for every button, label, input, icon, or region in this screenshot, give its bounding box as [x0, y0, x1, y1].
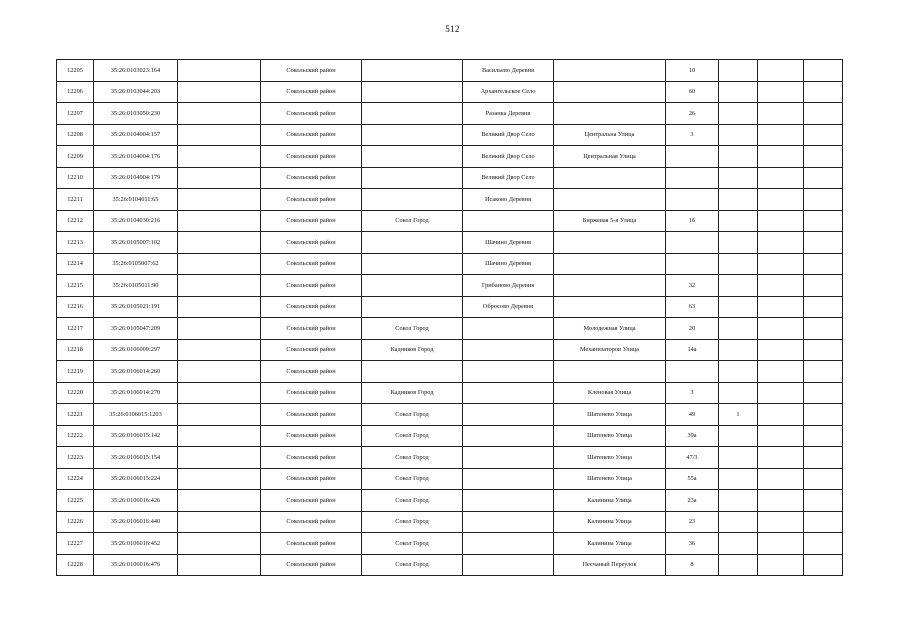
house-number-cell: 60 — [666, 81, 719, 103]
cadastral-number-cell: 35:26:0106014:260 — [94, 361, 178, 383]
district-cell: Сокольский район — [261, 253, 362, 275]
settlement-cell: Обросово Деревня — [463, 296, 554, 318]
district-cell: Сокольский район — [261, 210, 362, 232]
street-cell — [554, 232, 666, 254]
table-row — [57, 404, 843, 426]
note-cell — [804, 210, 843, 232]
apartment-cell — [758, 210, 804, 232]
empty-cell-cell — [178, 533, 261, 555]
table-row — [57, 296, 843, 318]
note-cell — [804, 81, 843, 103]
city-cell: Сокол Город — [362, 511, 463, 533]
table-row — [57, 447, 843, 469]
building-cell — [719, 210, 758, 232]
street-cell — [554, 275, 666, 297]
district-cell: Сокольский район — [261, 554, 362, 576]
house-number-cell: 16 — [666, 210, 719, 232]
note-cell — [804, 296, 843, 318]
settlement-cell: Великий Двор Село — [463, 146, 554, 168]
street-cell: Центральна Улица — [554, 124, 666, 146]
settlement-cell — [463, 404, 554, 426]
house-number-cell: 26 — [666, 103, 719, 125]
apartment-cell — [758, 296, 804, 318]
street-cell — [554, 296, 666, 318]
street-cell: Шатенево Улица — [554, 447, 666, 469]
empty-cell-cell — [178, 232, 261, 254]
note-cell — [804, 554, 843, 576]
district-cell: Сокольский район — [261, 404, 362, 426]
settlement-cell — [463, 511, 554, 533]
empty-cell-cell — [178, 554, 261, 576]
district-cell: Сокольский район — [261, 124, 362, 146]
row-number-cell: 12227 — [57, 533, 94, 555]
settlement-cell — [463, 554, 554, 576]
row-number-cell: 12222 — [57, 425, 94, 447]
row-number-cell: 12211 — [57, 189, 94, 211]
table-row — [57, 382, 843, 404]
cadastral-number-cell: 35:26:0106016:452 — [94, 533, 178, 555]
empty-cell-cell — [178, 296, 261, 318]
house-number-cell: 8 — [666, 554, 719, 576]
table-row — [57, 60, 843, 82]
settlement-cell — [463, 425, 554, 447]
city-cell — [362, 124, 463, 146]
apartment-cell — [758, 124, 804, 146]
cadastral-number-cell: 35:26:0104030:216 — [94, 210, 178, 232]
settlement-cell: Великий Двор Село — [463, 167, 554, 189]
cadastral-number-cell: 35:26:0104004:157 — [94, 124, 178, 146]
apartment-cell — [758, 468, 804, 490]
settlement-cell — [463, 318, 554, 340]
district-cell: Сокольский район — [261, 318, 362, 340]
settlement-cell — [463, 533, 554, 555]
apartment-cell — [758, 167, 804, 189]
house-number-cell: 14а — [666, 339, 719, 361]
empty-cell-cell — [178, 124, 261, 146]
note-cell — [804, 404, 843, 426]
street-cell: Калинина Улица — [554, 533, 666, 555]
row-number-cell: 12221 — [57, 404, 94, 426]
page-number: 512 — [445, 24, 460, 34]
empty-cell-cell — [178, 318, 261, 340]
apartment-cell — [758, 81, 804, 103]
house-number-cell: 63 — [666, 296, 719, 318]
city-cell — [362, 60, 463, 82]
apartment-cell — [758, 447, 804, 469]
empty-cell-cell — [178, 404, 261, 426]
city-cell: Сокол Город — [362, 210, 463, 232]
house-number-cell: 49 — [666, 404, 719, 426]
cadastral-number-cell: 35:26:0105047:209 — [94, 318, 178, 340]
table-row — [57, 318, 843, 340]
city-cell: Сокол Город — [362, 425, 463, 447]
row-number-cell: 12220 — [57, 382, 94, 404]
house-number-cell: 3 — [666, 124, 719, 146]
district-cell: Сокольский район — [261, 167, 362, 189]
street-cell — [554, 60, 666, 82]
city-cell: Сокол Город — [362, 554, 463, 576]
house-number-cell — [666, 167, 719, 189]
empty-cell-cell — [178, 81, 261, 103]
building-cell — [719, 81, 758, 103]
city-cell — [362, 189, 463, 211]
table-row — [57, 167, 843, 189]
settlement-cell — [463, 210, 554, 232]
table-row — [57, 210, 843, 232]
building-cell — [719, 382, 758, 404]
street-cell: Молодежная Улица — [554, 318, 666, 340]
street-cell: Биржевая 5-я Улица — [554, 210, 666, 232]
note-cell — [804, 468, 843, 490]
house-number-cell — [666, 253, 719, 275]
street-cell — [554, 81, 666, 103]
note-cell — [804, 253, 843, 275]
district-cell: Сокольский район — [261, 533, 362, 555]
empty-cell-cell — [178, 275, 261, 297]
house-number-cell: 39а — [666, 425, 719, 447]
district-cell: Сокольский район — [261, 296, 362, 318]
street-cell: Шатенево Улица — [554, 425, 666, 447]
building-cell — [719, 60, 758, 82]
building-cell — [719, 425, 758, 447]
empty-cell-cell — [178, 361, 261, 383]
city-cell: Сокол Город — [362, 490, 463, 512]
cadastral-number-cell: 35:26:0105011:90 — [94, 275, 178, 297]
empty-cell-cell — [178, 146, 261, 168]
note-cell — [804, 146, 843, 168]
note-cell — [804, 103, 843, 125]
table-row — [57, 103, 843, 125]
city-cell: Сокол Город — [362, 447, 463, 469]
district-cell: Сокольский район — [261, 468, 362, 490]
row-number-cell: 12218 — [57, 339, 94, 361]
district-cell: Сокольский район — [261, 447, 362, 469]
address-table — [56, 59, 843, 576]
street-cell — [554, 103, 666, 125]
settlement-cell: Шачино Деревня — [463, 253, 554, 275]
street-cell: Шатенево Улица — [554, 468, 666, 490]
street-cell: Калинина Улица — [554, 511, 666, 533]
cadastral-number-cell: 35:26:0106016:440 — [94, 511, 178, 533]
settlement-cell: Великий Двор Село — [463, 124, 554, 146]
settlement-cell: Грибаново Деревня — [463, 275, 554, 297]
settlement-cell — [463, 490, 554, 512]
row-number-cell: 12212 — [57, 210, 94, 232]
house-number-cell: 20 — [666, 318, 719, 340]
apartment-cell — [758, 253, 804, 275]
house-number-cell: 10 — [666, 60, 719, 82]
table-row — [57, 511, 843, 533]
house-number-cell — [666, 361, 719, 383]
empty-cell-cell — [178, 189, 261, 211]
cadastral-number-cell: 35:26:0104011:65 — [94, 189, 178, 211]
table-row — [57, 425, 843, 447]
street-cell — [554, 167, 666, 189]
table-row — [57, 490, 843, 512]
cadastral-number-cell: 35:26:0103023:164 — [94, 60, 178, 82]
building-cell — [719, 468, 758, 490]
table-row — [57, 533, 843, 555]
note-cell — [804, 361, 843, 383]
settlement-cell: Исаково Деревня — [463, 189, 554, 211]
empty-cell-cell — [178, 253, 261, 275]
house-number-cell: 3 — [666, 382, 719, 404]
table-row — [57, 468, 843, 490]
apartment-cell — [758, 232, 804, 254]
building-cell — [719, 275, 758, 297]
house-number-cell: 47/3 — [666, 447, 719, 469]
note-cell — [804, 339, 843, 361]
district-cell: Сокольский район — [261, 189, 362, 211]
table-row — [57, 146, 843, 168]
table-row — [57, 189, 843, 211]
note-cell — [804, 318, 843, 340]
cadastral-number-cell: 35:26:0106016:426 — [94, 490, 178, 512]
note-cell — [804, 382, 843, 404]
empty-cell-cell — [178, 382, 261, 404]
note-cell — [804, 167, 843, 189]
table-row — [57, 361, 843, 383]
district-cell: Сокольский район — [261, 425, 362, 447]
apartment-cell — [758, 103, 804, 125]
row-number-cell: 12205 — [57, 60, 94, 82]
note-cell — [804, 60, 843, 82]
apartment-cell — [758, 361, 804, 383]
apartment-cell — [758, 189, 804, 211]
city-cell: Сокол Город — [362, 468, 463, 490]
cadastral-number-cell: 35:26:0105021:191 — [94, 296, 178, 318]
building-cell — [719, 232, 758, 254]
building-cell — [719, 361, 758, 383]
district-cell: Сокольский район — [261, 275, 362, 297]
district-cell: Сокольский район — [261, 361, 362, 383]
building-cell — [719, 533, 758, 555]
district-cell: Сокольский район — [261, 232, 362, 254]
cadastral-number-cell: 35:26:0106015:224 — [94, 468, 178, 490]
empty-cell-cell — [178, 210, 261, 232]
district-cell: Сокольский район — [261, 382, 362, 404]
row-number-cell: 12207 — [57, 103, 94, 125]
house-number-cell — [666, 232, 719, 254]
apartment-cell — [758, 554, 804, 576]
house-number-cell: 55а — [666, 468, 719, 490]
street-cell: Песчаный Переулок — [554, 554, 666, 576]
street-cell — [554, 361, 666, 383]
empty-cell-cell — [178, 447, 261, 469]
row-number-cell: 12217 — [57, 318, 94, 340]
cadastral-number-cell: 35:26:0103050:230 — [94, 103, 178, 125]
note-cell — [804, 490, 843, 512]
empty-cell-cell — [178, 468, 261, 490]
cadastral-number-cell: 35:26:0106015:154 — [94, 447, 178, 469]
cadastral-number-cell: 35:26:0105007:102 — [94, 232, 178, 254]
settlement-cell — [463, 447, 554, 469]
building-cell — [719, 511, 758, 533]
city-cell — [362, 296, 463, 318]
note-cell — [804, 124, 843, 146]
city-cell — [362, 103, 463, 125]
empty-cell-cell — [178, 103, 261, 125]
district-cell: Сокольский район — [261, 490, 362, 512]
empty-cell-cell — [178, 490, 261, 512]
table-row — [57, 232, 843, 254]
district-cell: Сокольский район — [261, 511, 362, 533]
settlement-cell — [463, 468, 554, 490]
district-cell: Сокольский район — [261, 103, 362, 125]
house-number-cell — [666, 189, 719, 211]
note-cell — [804, 189, 843, 211]
apartment-cell — [758, 425, 804, 447]
empty-cell-cell — [178, 425, 261, 447]
building-cell — [719, 253, 758, 275]
city-cell — [362, 275, 463, 297]
cadastral-number-cell: 35:26:0106015:142 — [94, 425, 178, 447]
city-cell: Сокол Город — [362, 404, 463, 426]
street-cell: Шатенево Улица — [554, 404, 666, 426]
building-cell — [719, 447, 758, 469]
street-cell: Калинина Улица — [554, 490, 666, 512]
street-cell: Кленовая Улица — [554, 382, 666, 404]
house-number-cell: 32 — [666, 275, 719, 297]
note-cell — [804, 447, 843, 469]
cadastral-number-cell: 35:26:0106015:1203 — [94, 404, 178, 426]
cadastral-number-cell: 35:26:0105007:62 — [94, 253, 178, 275]
row-number-cell: 12219 — [57, 361, 94, 383]
row-number-cell: 12226 — [57, 511, 94, 533]
settlement-cell — [463, 361, 554, 383]
building-cell — [719, 167, 758, 189]
row-number-cell: 12210 — [57, 167, 94, 189]
table-row — [57, 124, 843, 146]
building-cell — [719, 490, 758, 512]
row-number-cell: 12213 — [57, 232, 94, 254]
row-number-cell: 12206 — [57, 81, 94, 103]
row-number-cell: 12216 — [57, 296, 94, 318]
cadastral-number-cell: 35:26:0106009:297 — [94, 339, 178, 361]
city-cell — [362, 232, 463, 254]
city-cell — [362, 361, 463, 383]
cadastral-number-cell: 35:26:0106016:476 — [94, 554, 178, 576]
street-cell — [554, 189, 666, 211]
house-number-cell: 23 — [666, 511, 719, 533]
apartment-cell — [758, 60, 804, 82]
settlement-cell — [463, 382, 554, 404]
building-cell — [719, 318, 758, 340]
apartment-cell — [758, 490, 804, 512]
apartment-cell — [758, 318, 804, 340]
district-cell: Сокольский район — [261, 60, 362, 82]
note-cell — [804, 533, 843, 555]
settlement-cell: Архангельское Село — [463, 81, 554, 103]
building-cell: 1 — [719, 404, 758, 426]
cadastral-number-cell: 35:26:0104004:176 — [94, 146, 178, 168]
row-number-cell: 12214 — [57, 253, 94, 275]
table-row — [57, 253, 843, 275]
city-cell: Сокол Город — [362, 318, 463, 340]
city-cell: Кадников Город — [362, 339, 463, 361]
note-cell — [804, 511, 843, 533]
building-cell — [719, 339, 758, 361]
apartment-cell — [758, 533, 804, 555]
apartment-cell — [758, 146, 804, 168]
building-cell — [719, 103, 758, 125]
row-number-cell: 12209 — [57, 146, 94, 168]
note-cell — [804, 425, 843, 447]
settlement-cell: Шачино Деревня — [463, 232, 554, 254]
house-number-cell: 23а — [666, 490, 719, 512]
city-cell — [362, 146, 463, 168]
building-cell — [719, 189, 758, 211]
apartment-cell — [758, 404, 804, 426]
cadastral-number-cell: 35:26:0104004:179 — [94, 167, 178, 189]
apartment-cell — [758, 339, 804, 361]
row-number-cell: 12215 — [57, 275, 94, 297]
house-number-cell — [666, 146, 719, 168]
apartment-cell — [758, 382, 804, 404]
district-cell: Сокольский район — [261, 81, 362, 103]
row-number-cell: 12224 — [57, 468, 94, 490]
city-cell — [362, 253, 463, 275]
building-cell — [719, 296, 758, 318]
row-number-cell: 12225 — [57, 490, 94, 512]
table-row — [57, 554, 843, 576]
building-cell — [719, 124, 758, 146]
building-cell — [719, 554, 758, 576]
street-cell: Центральная Улица — [554, 146, 666, 168]
row-number-cell: 12208 — [57, 124, 94, 146]
district-cell: Сокольский район — [261, 339, 362, 361]
empty-cell-cell — [178, 60, 261, 82]
table-row — [57, 275, 843, 297]
building-cell — [719, 146, 758, 168]
row-number-cell: 12223 — [57, 447, 94, 469]
settlement-cell — [463, 339, 554, 361]
settlement-cell: Васильево Деревня — [463, 60, 554, 82]
note-cell — [804, 275, 843, 297]
apartment-cell — [758, 275, 804, 297]
cadastral-number-cell: 35:26:0106014:270 — [94, 382, 178, 404]
empty-cell-cell — [178, 167, 261, 189]
row-number-cell: 12228 — [57, 554, 94, 576]
city-cell: Сокол Город — [362, 533, 463, 555]
district-cell: Сокольский район — [261, 146, 362, 168]
city-cell — [362, 167, 463, 189]
table-row — [57, 81, 843, 103]
empty-cell-cell — [178, 339, 261, 361]
cadastral-number-cell: 35:26:0103044:203 — [94, 81, 178, 103]
house-number-cell: 36 — [666, 533, 719, 555]
street-cell — [554, 253, 666, 275]
street-cell: Механизаторов Улица — [554, 339, 666, 361]
empty-cell-cell — [178, 511, 261, 533]
settlement-cell: Разанка Деревня — [463, 103, 554, 125]
city-cell: Кадников Город — [362, 382, 463, 404]
city-cell — [362, 81, 463, 103]
table-row — [57, 339, 843, 361]
note-cell — [804, 232, 843, 254]
apartment-cell — [758, 511, 804, 533]
